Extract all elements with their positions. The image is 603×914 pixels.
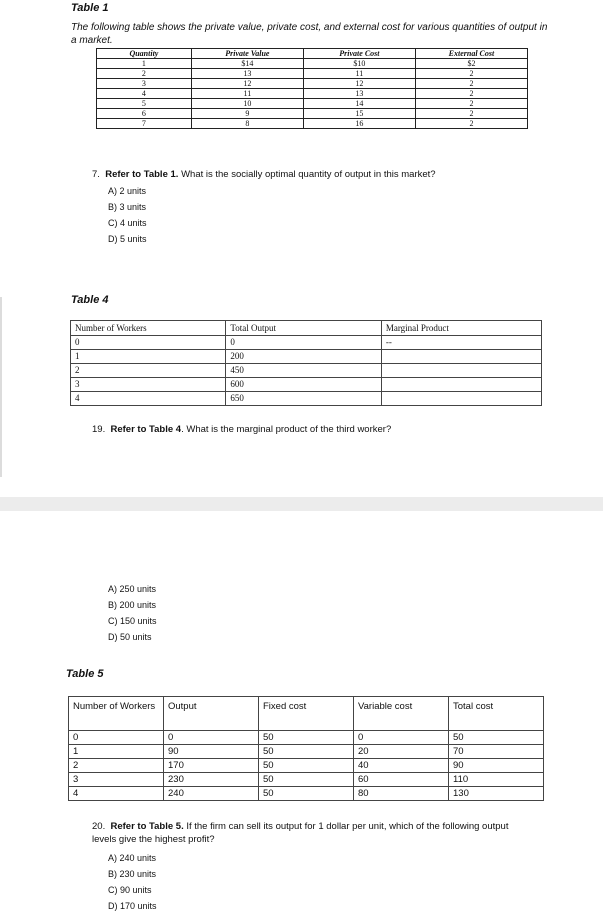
table5-cell: 40: [354, 759, 449, 773]
table1-intro: The following table shows the private value, private cost, and external cost for various quantities of output in a market.: [71, 22, 548, 46]
question-19-options: [108, 581, 157, 645]
table5-row: [69, 787, 544, 801]
table4-cell: 0: [71, 336, 226, 350]
page-edge-divider: [0, 297, 2, 477]
table4-cell: 2: [71, 364, 226, 378]
table5-cell: 240: [164, 787, 259, 801]
table4-header: Total Output: [226, 321, 381, 336]
table5-cell: 50: [259, 745, 354, 759]
table1-cell: 2: [415, 69, 527, 79]
option-d[interactable]: D) 5 units: [108, 234, 147, 244]
table1-header: Quantity: [97, 49, 192, 59]
table1-header: Private Cost: [303, 49, 415, 59]
question-7-options: [108, 183, 147, 247]
table1-cell: 11: [303, 69, 415, 79]
table4-cell: --: [381, 336, 541, 350]
option-b[interactable]: B) 3 units: [108, 202, 147, 212]
table5-row: [69, 731, 544, 745]
table5-cell: 0: [69, 731, 164, 745]
table5-cell: 50: [259, 787, 354, 801]
table4-cell: 450: [226, 364, 381, 378]
table5-header-row: [69, 697, 544, 731]
table1-cell: 9: [191, 109, 303, 119]
table1-cell: 11: [191, 89, 303, 99]
table1-row: [97, 109, 528, 119]
option-a[interactable]: A) 240 units: [108, 853, 157, 863]
table4-header: Marginal Product: [381, 321, 541, 336]
table1-cell: 10: [191, 99, 303, 109]
table1-row: [97, 59, 528, 69]
table1-cell: 13: [303, 89, 415, 99]
table1-header-row: [97, 49, 528, 59]
table5-cell: 230: [164, 773, 259, 787]
table5-cell: 4: [69, 787, 164, 801]
table1-row: [97, 119, 528, 129]
table5-cell: 50: [259, 773, 354, 787]
option-d[interactable]: D) 50 units: [108, 632, 152, 642]
table1-row: [97, 89, 528, 99]
table4-cell: [381, 364, 541, 378]
table1-cell: 15: [303, 109, 415, 119]
table5-row: [69, 773, 544, 787]
table1-cell: 8: [191, 119, 303, 129]
option-b[interactable]: B) 230 units: [108, 869, 157, 879]
table4-cell: 1: [71, 350, 226, 364]
table1-cell: 3: [97, 79, 192, 89]
table5-cell: 60: [354, 773, 449, 787]
table1-cell: 12: [191, 79, 303, 89]
question-number: 20.: [92, 821, 106, 832]
table1-cell: 2: [415, 109, 527, 119]
table1-cell: $10: [303, 59, 415, 69]
table1: [96, 48, 528, 129]
table4-cell: 3: [71, 378, 226, 392]
table5-row: [69, 759, 544, 773]
table4-row: [71, 378, 542, 392]
table4-cell: [381, 350, 541, 364]
table4-title: Table 4: [71, 294, 109, 306]
option-a[interactable]: A) 250 units: [108, 584, 157, 594]
page-separator: [0, 497, 603, 511]
option-d[interactable]: D) 170 units: [108, 901, 157, 911]
table4-cell: 0: [226, 336, 381, 350]
question-20: [92, 820, 532, 846]
table1-cell: 16: [303, 119, 415, 129]
question-text: If the firm can sell its output for 1 dollar per unit, which of the following output levels give the highest profit?: [92, 821, 509, 845]
question-19: [92, 423, 552, 436]
table5-cell: 0: [164, 731, 259, 745]
table1-cell: 2: [415, 99, 527, 109]
table5-cell: 2: [69, 759, 164, 773]
table5-cell: 110: [449, 773, 544, 787]
table5: [68, 696, 544, 801]
question-ref: Refer to Table 4: [110, 424, 182, 435]
table5-cell: 70: [449, 745, 544, 759]
table4-row: [71, 336, 542, 350]
table5-header: Total cost: [449, 697, 544, 731]
table4-header: Number of Workers: [71, 321, 226, 336]
table1-cell: 12: [303, 79, 415, 89]
table5-cell: 80: [354, 787, 449, 801]
table4-cell: [381, 392, 541, 406]
question-text: . What is the marginal product of the third worker?: [181, 424, 392, 435]
table1-cell: 5: [97, 99, 192, 109]
question-number: 19.: [92, 424, 106, 435]
table1-row: [97, 99, 528, 109]
table4-row: [71, 392, 542, 406]
option-c[interactable]: C) 4 units: [108, 218, 147, 228]
table4-cell: 4: [71, 392, 226, 406]
table4-header-row: [71, 321, 542, 336]
table1-cell: 1: [97, 59, 192, 69]
table1-cell: 6: [97, 109, 192, 119]
table1-cell: 4: [97, 89, 192, 99]
table5-cell: 1: [69, 745, 164, 759]
table5-cell: 20: [354, 745, 449, 759]
table5-header: Output: [164, 697, 259, 731]
table5-cell: 0: [354, 731, 449, 745]
table5-cell: 90: [164, 745, 259, 759]
table5-cell: 50: [449, 731, 544, 745]
option-c[interactable]: C) 150 units: [108, 616, 157, 626]
table5-cell: 3: [69, 773, 164, 787]
question-20-options: [108, 850, 157, 914]
question-7: [92, 168, 552, 181]
table4-cell: 200: [226, 350, 381, 364]
table5-title: Table 5: [66, 668, 104, 680]
table1-cell: 2: [415, 119, 527, 129]
option-c[interactable]: C) 90 units: [108, 885, 152, 895]
table5-cell: 50: [259, 759, 354, 773]
table4-row: [71, 364, 542, 378]
table4-cell: 600: [226, 378, 381, 392]
table1-title: Table 1: [71, 2, 109, 14]
question-text: What is the socially optimal quantity of output in this market?: [181, 169, 436, 180]
table1-cell: 2: [415, 79, 527, 89]
table1-cell: 7: [97, 119, 192, 129]
table5-row: [69, 745, 544, 759]
table5-cell: 50: [259, 731, 354, 745]
question-number: 7.: [92, 169, 100, 180]
question-ref: Refer to Table 5.: [110, 821, 184, 832]
table1-cell: 2: [415, 89, 527, 99]
question-ref: Refer to Table 1.: [105, 169, 179, 180]
table1-cell: 13: [191, 69, 303, 79]
option-b[interactable]: B) 200 units: [108, 600, 157, 610]
table4-row: [71, 350, 542, 364]
table1-row: [97, 79, 528, 89]
table1-row: [97, 69, 528, 79]
table5-cell: 170: [164, 759, 259, 773]
table5-cell: 130: [449, 787, 544, 801]
table4-cell: 650: [226, 392, 381, 406]
table5-header: Variable cost: [354, 697, 449, 731]
table1-header: Private Value: [191, 49, 303, 59]
table1-header: External Cost: [415, 49, 527, 59]
table1-cell: 2: [97, 69, 192, 79]
table1-cell: $14: [191, 59, 303, 69]
table1-cell: $2: [415, 59, 527, 69]
table4: [70, 320, 542, 406]
option-a[interactable]: A) 2 units: [108, 186, 147, 196]
table1-cell: 14: [303, 99, 415, 109]
table5-header: Fixed cost: [259, 697, 354, 731]
table5-cell: 90: [449, 759, 544, 773]
table5-header: Number of Workers: [69, 697, 164, 731]
table4-cell: [381, 378, 541, 392]
